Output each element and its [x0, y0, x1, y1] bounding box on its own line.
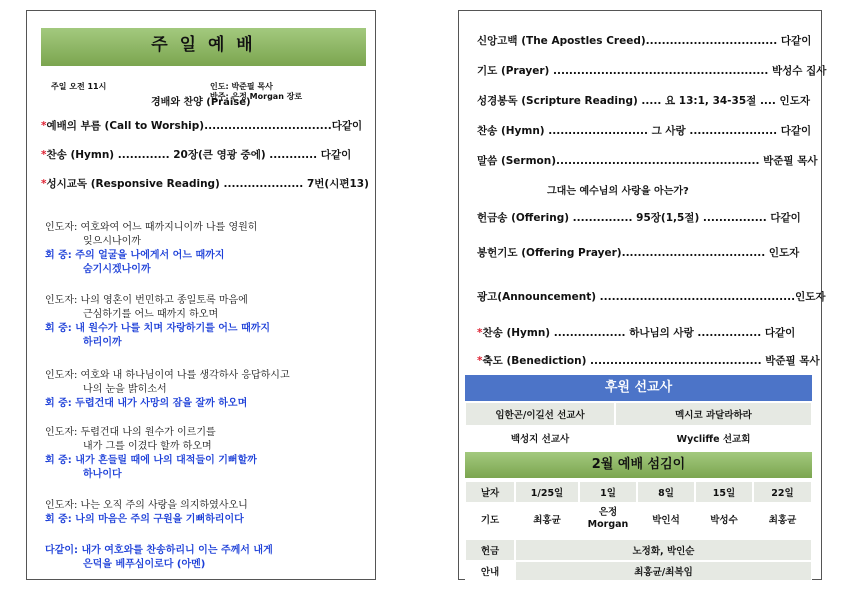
- table-cell: 은정 Morgan: [579, 503, 637, 535]
- responsive-reading: *성시교독 (Responsive Reading) .................... 7번(시편13): [41, 178, 369, 190]
- reading-all: 다같이: 내가 여호와를 찬송하리니 이는 주께서 내게 은덕을 베푸심이로다 (아멘): [45, 545, 273, 570]
- left-panel: [26, 10, 376, 580]
- table-cell: 헌금: [465, 539, 515, 561]
- scripture-reading: 성경봉독 (Scripture Reading) ..... 요 13:1, 34-35절 .... 인도자: [477, 95, 810, 107]
- table-cell: 안내: [465, 561, 515, 581]
- offering-prayer: 봉헌기도 (Offering Prayer).................................... 인도자: [477, 247, 800, 259]
- mission-cell: 임한곤/이길선 선교사: [465, 402, 615, 426]
- benediction: *축도 (Benediction) ........................................... 박준필 목사: [477, 355, 820, 367]
- praise-heading: 경배와 찬양 (Praise): [151, 97, 251, 108]
- reading-block-2: 인도자: 나의 영혼이 번민하고 종일토록 마음에 근심하기를 어느 때까지 하오며 회 중: 내 원수가 나를 치며 자랑하기를 어느 때까지 하리이까: [45, 295, 271, 348]
- service-title: 주 일 예 배: [41, 28, 366, 66]
- table-header-cell: 날자: [465, 481, 515, 503]
- table-cell: 최홍균/최복임: [515, 561, 812, 581]
- accompanist: 반주: 은정 Morgan 장로: [210, 92, 303, 101]
- sermon-item: 말씀 (Sermon)................................................... 박준필 목사: [477, 155, 818, 167]
- apostles-creed: 신앙고백 (The Apostles Creed)................................. 다같이: [477, 35, 812, 47]
- table-cell: 노정화, 박인순: [515, 539, 812, 561]
- table-header-cell: 8일: [637, 481, 695, 503]
- reading-block-4: 인도자: 두렵건대 나의 원수가 이르기를 내가 그를 이겼다 할까 하오며 회 중: 내가 흔들릴 때에 나의 대적들이 기뻐할까 하나이다: [45, 427, 257, 480]
- sermon-title: 그대는 예수님의 사랑을 아는가?: [547, 186, 689, 197]
- table-header-cell: 15일: [695, 481, 753, 503]
- prayer-item: 기도 (Prayer) ...................................................... 박성수 집사: [477, 65, 827, 77]
- offering-song: 헌금송 (Offering) ............... 95장(1,5절) ................ 다같이: [477, 212, 801, 224]
- table-header-cell: 1일: [579, 481, 637, 503]
- reading-block-3: 인도자: 여호와 내 하나님이여 나를 생각하사 응답하시고 나의 눈을 밝히소서 회 중: 두렵건대 내가 사망의 잠을 잘까 하오며: [45, 370, 290, 409]
- servers-heading: 2월 예배 섬김이: [465, 452, 812, 478]
- table-cell: 박인석: [637, 503, 695, 535]
- table-header-cell: 22일: [753, 481, 812, 503]
- mission-cell: 멕시코 과달라하라: [615, 402, 812, 426]
- table-cell: 기도: [465, 503, 515, 535]
- table-cell: 박성수: [695, 503, 753, 535]
- missions-heading: 후원 선교사: [465, 375, 812, 401]
- presider: 인도: 박준필 목사: [210, 82, 273, 91]
- service-time: 주일 오전 11시: [51, 82, 107, 91]
- mission-cell: 백성지 선교사: [465, 426, 615, 450]
- mission-cell: Wycliffe 선교회: [615, 426, 812, 450]
- announcement: 광고(Announcement) .................................................인도자: [477, 291, 826, 303]
- reading-block-1: 인도자: 여호와여 어느 때까지니이까 나를 영원히 잊으시나이까 회 중: 주의 얼굴을 나에게서 어느 때까지 숨기시겠나이까: [45, 222, 258, 275]
- hymn-item: *찬송 (Hymn) ............. 20장(큰 영광 중에) ............ 다같이: [41, 149, 352, 161]
- hymn-item-2: 찬송 (Hymn) ......................... 그 사랑 ...................... 다같이: [477, 125, 812, 137]
- call-to-worship: *예배의 부름 (Call to Worship)................................다같이: [41, 120, 363, 132]
- table-header-cell: 1/25일: [515, 481, 579, 503]
- right-panel: [458, 10, 827, 580]
- reading-block-5: 인도자: 나는 오직 주의 사랑을 의지하였사오니 회 중: 나의 마음은 주의 구원을 기뻐하리이다: [45, 500, 248, 525]
- table-cell: 최홍균: [515, 503, 579, 535]
- closing-hymn: *찬송 (Hymn) .................. 하나님의 사랑 ................ 다같이: [477, 327, 796, 339]
- table-cell: 최홍균: [753, 503, 812, 535]
